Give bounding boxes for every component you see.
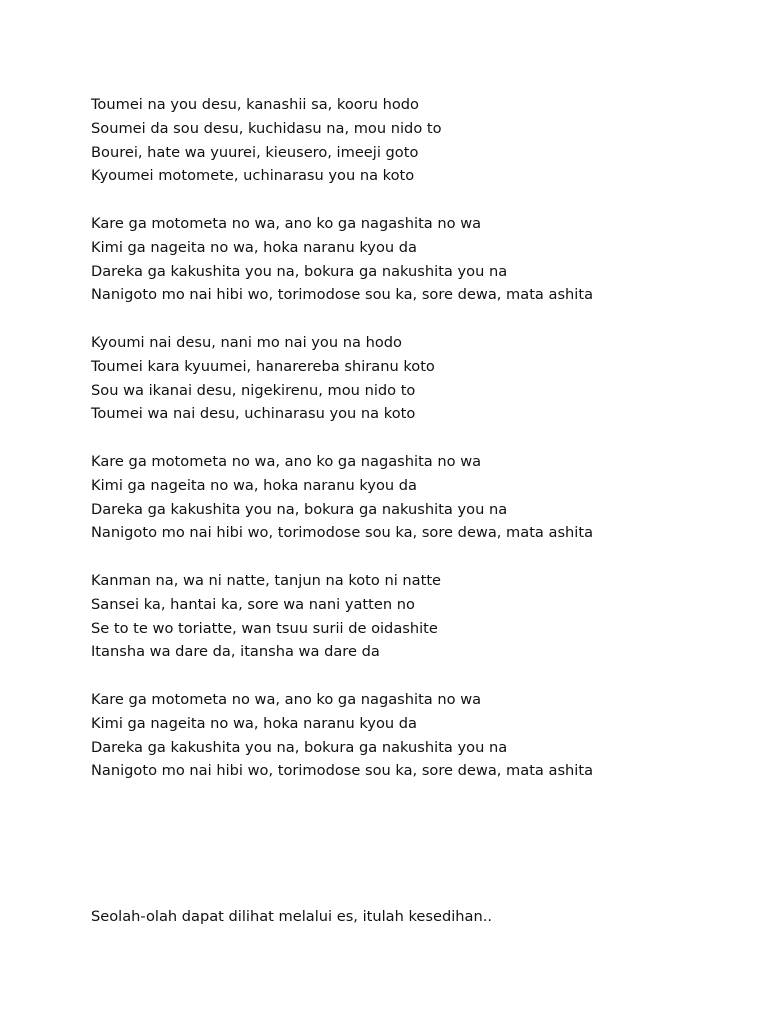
stanza-1 <box>91 93 731 188</box>
lyric-line: Kare ga motometa no wa, ano ko ga nagashita no wa <box>91 690 482 708</box>
lyric-line: Kyoumei motomete, uchinarasu you na koto <box>91 167 415 185</box>
lyric-line: Toumei wa nai desu, uchinarasu you na koto <box>91 405 416 423</box>
stanza-4 <box>91 450 731 545</box>
lyric-line: Nanigoto mo nai hibi wo, torimodose sou ka, sore dewa, mata ashita <box>91 762 594 780</box>
lyric-line: Dareka ga kakushita you na, bokura ga nakushita you na <box>91 738 508 756</box>
lyric-line: Kare ga motometa no wa, ano ko ga nagashita no wa <box>91 214 482 232</box>
stanza-3 <box>91 331 731 426</box>
lyric-line: Toumei na you desu, kanashii sa, kooru hodo <box>91 96 419 113</box>
lyric-line: Sou wa ikanai desu, nigekirenu, mou nido to <box>91 381 416 399</box>
lyric-line: Sansei ka, hantai ka, sore wa nani yatten no <box>91 595 415 613</box>
stanza-5 <box>91 569 731 664</box>
lyrics-body <box>91 93 731 807</box>
lyric-line: Soumei da sou desu, kuchidasu na, mou nido to <box>91 119 442 137</box>
lyric-line: Kyoumi nai desu, nani mo nai you na hodo <box>91 333 402 351</box>
lyric-line: Nanigoto mo nai hibi wo, torimodose sou ka, sore dewa, mata ashita <box>91 286 594 304</box>
lyric-line: Se to te wo toriatte, wan tsuu surii de oidashite <box>91 619 438 637</box>
stanza-2 <box>91 212 731 307</box>
translation-note: Seolah-olah dapat dilihat melalui es, itulah kesedihan.. <box>91 908 493 925</box>
lyric-line: Itansha wa dare da, itansha wa dare da <box>91 643 380 661</box>
lyric-line: Kimi ga nageita no wa, hoka naranu kyou da <box>91 476 417 494</box>
lyric-line: Kimi ga nageita no wa, hoka naranu kyou da <box>91 238 417 256</box>
stanza-6 <box>91 688 731 783</box>
lyric-line: Toumei kara kyuumei, hanarereba shiranu koto <box>91 357 435 375</box>
lyric-line: Kimi ga nageita no wa, hoka naranu kyou da <box>91 714 417 732</box>
lyric-line: Dareka ga kakushita you na, bokura ga nakushita you na <box>91 500 508 518</box>
lyric-line: Nanigoto mo nai hibi wo, torimodose sou ka, sore dewa, mata ashita <box>91 524 594 542</box>
lyric-line: Kanman na, wa ni natte, tanjun na koto ni natte <box>91 571 442 589</box>
lyric-line: Bourei, hate wa yuurei, kieusero, imeeji goto <box>91 143 419 161</box>
lyric-line: Kare ga motometa no wa, ano ko ga nagashita no wa <box>91 452 482 470</box>
lyric-line: Dareka ga kakushita you na, bokura ga nakushita you na <box>91 262 508 280</box>
